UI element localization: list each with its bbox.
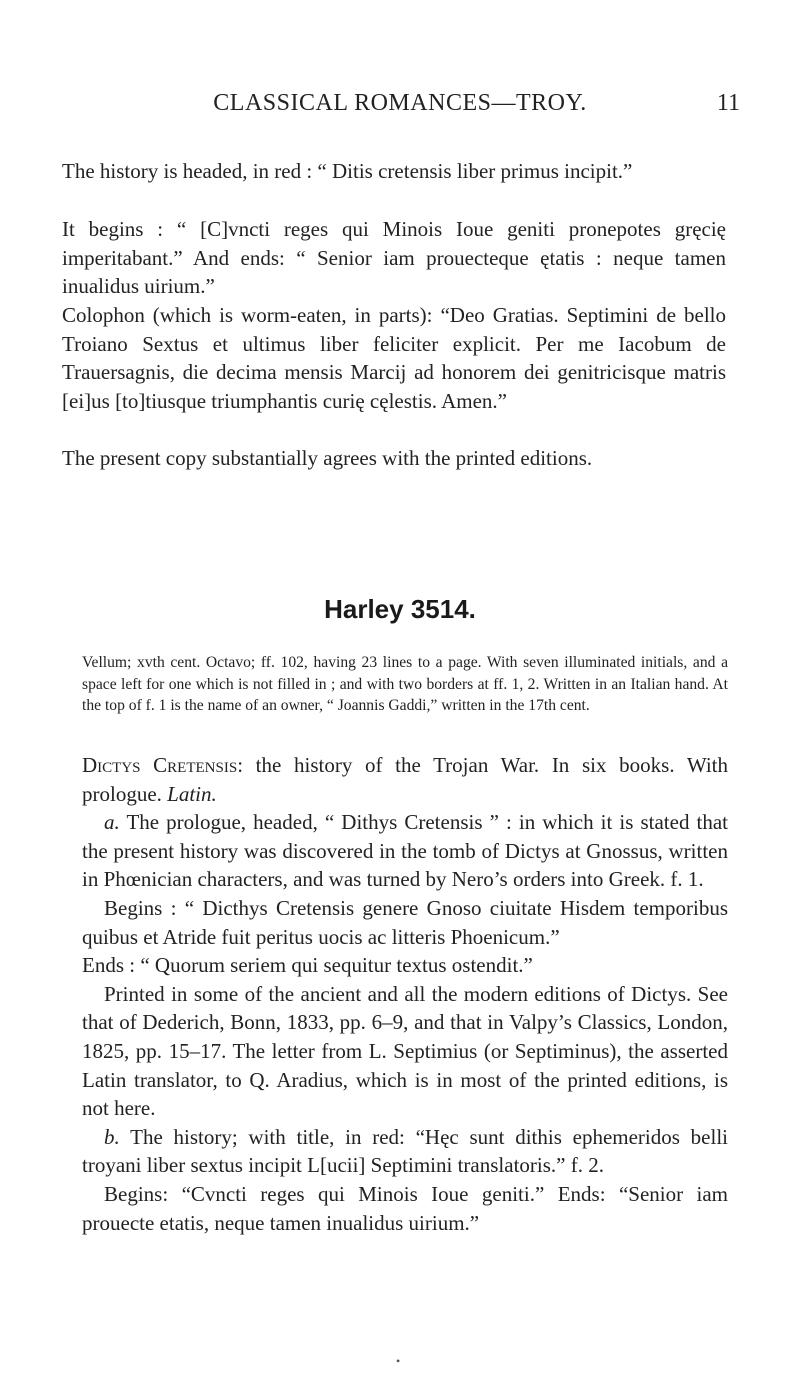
section-b — [82, 1123, 728, 1180]
section-a-printed: Printed in some of the ancient and all the modern editions of Dictys. See that of Dederich, Bonn, 1833, pp. 6–9, and that in Valpy’s Classics, London, 1825, pp. 15–17. The letter from L. Septimius (or Septiminus), the asserted Latin translator, to Q. Aradius, which is in most of the printed editions, is not here. — [82, 981, 728, 1121]
manuscript-description: Vellum; xvth cent. Octavo; ff. 102, having 23 lines to a page. With seven illuminated initials, and a space left for one which is not filled in ; and with two borders at ff. 1, 2. Written in an Italian hand. At the top of f. 1 is the name of an owner, “ Joannis Gaddi,” written in the 17th cent. — [82, 654, 728, 715]
footer-mark: • — [396, 1354, 401, 1368]
intro-text: The history is headed, in red : “ Ditis cretensis liber primus incipit.” — [62, 159, 633, 183]
section-a-text: The prologue, headed, “ Dithys Cretensis ” : in which it is stated that the present history was discovered in the tomb of Dictys at Gnossus, written in Phœnician characters, and was turned by Nero’s orders into Greek. f. 1. — [82, 810, 728, 892]
entry-title-line — [82, 751, 728, 808]
running-head-title: CLASSICAL ROMANCES—TROY. — [213, 90, 587, 116]
intro-text: The present copy substantially agrees with the printed editions. — [62, 446, 593, 470]
section-a — [82, 808, 728, 894]
section-b-begins-ends: Begins: “Cvncti reges qui Minois Ioue geniti.” Ends: “Senior iam prouecte etatis, neque tamen inualidus uirium.” — [82, 1181, 728, 1235]
page-number: 11 — [716, 90, 740, 116]
intro-paragraph-2 — [62, 215, 726, 301]
section-a-begins: Begins : “ Dicthys Cretensis genere Gnoso ciuitate Hisdem temporibus quibus et Atride fuit peritus uocis ac litteris Phoenicum.” — [82, 895, 728, 949]
section-b-text: The history; with title, in red: “Hęc sunt dithis ephemeridos belli troyani liber sextus incipit L[ucii] Septimini translatoris.” f. 2. — [82, 1124, 729, 1178]
intro-paragraph-1 — [62, 157, 726, 186]
entry-body — [82, 751, 728, 1237]
intro-paragraph-3 — [62, 301, 726, 415]
intro-text: Colophon (which is worm-eaten, in parts): “Deo Gratias. Septimini de bello Troiano Sextus et ultimus liber feliciter explicit. Per me Iacobum de Trauersagnis, die decima mensis Marcij ad honorem dei genitricisque matris [ei]us [to]tiusque triumphantis curię cęlestis. Amen.” — [62, 303, 726, 413]
section-heading: Harley 3514. — [324, 594, 476, 624]
running-head — [60, 90, 740, 124]
section-b-label: b. — [104, 1124, 120, 1149]
section-a-ends: Ends : “ Quorum seriem qui sequitur textus ostendit.” — [82, 953, 533, 978]
entry-title-text: : the history of the Trojan War. In six books. With prologue. — [82, 753, 728, 806]
intro-text: It begins : “ [C]vncti reges qui Minois Ioue geniti pronepotes gręcię imperitabant.” And ends: “ Senior iam prouecteque ętatis : neque tamen inualidus uirium.” — [62, 217, 726, 299]
intro-paragraph-4 — [62, 444, 726, 473]
entry-language: Latin. — [167, 781, 217, 806]
entry-author: Dictys Cretensis — [82, 753, 238, 777]
section-a-label: a. — [104, 810, 120, 835]
